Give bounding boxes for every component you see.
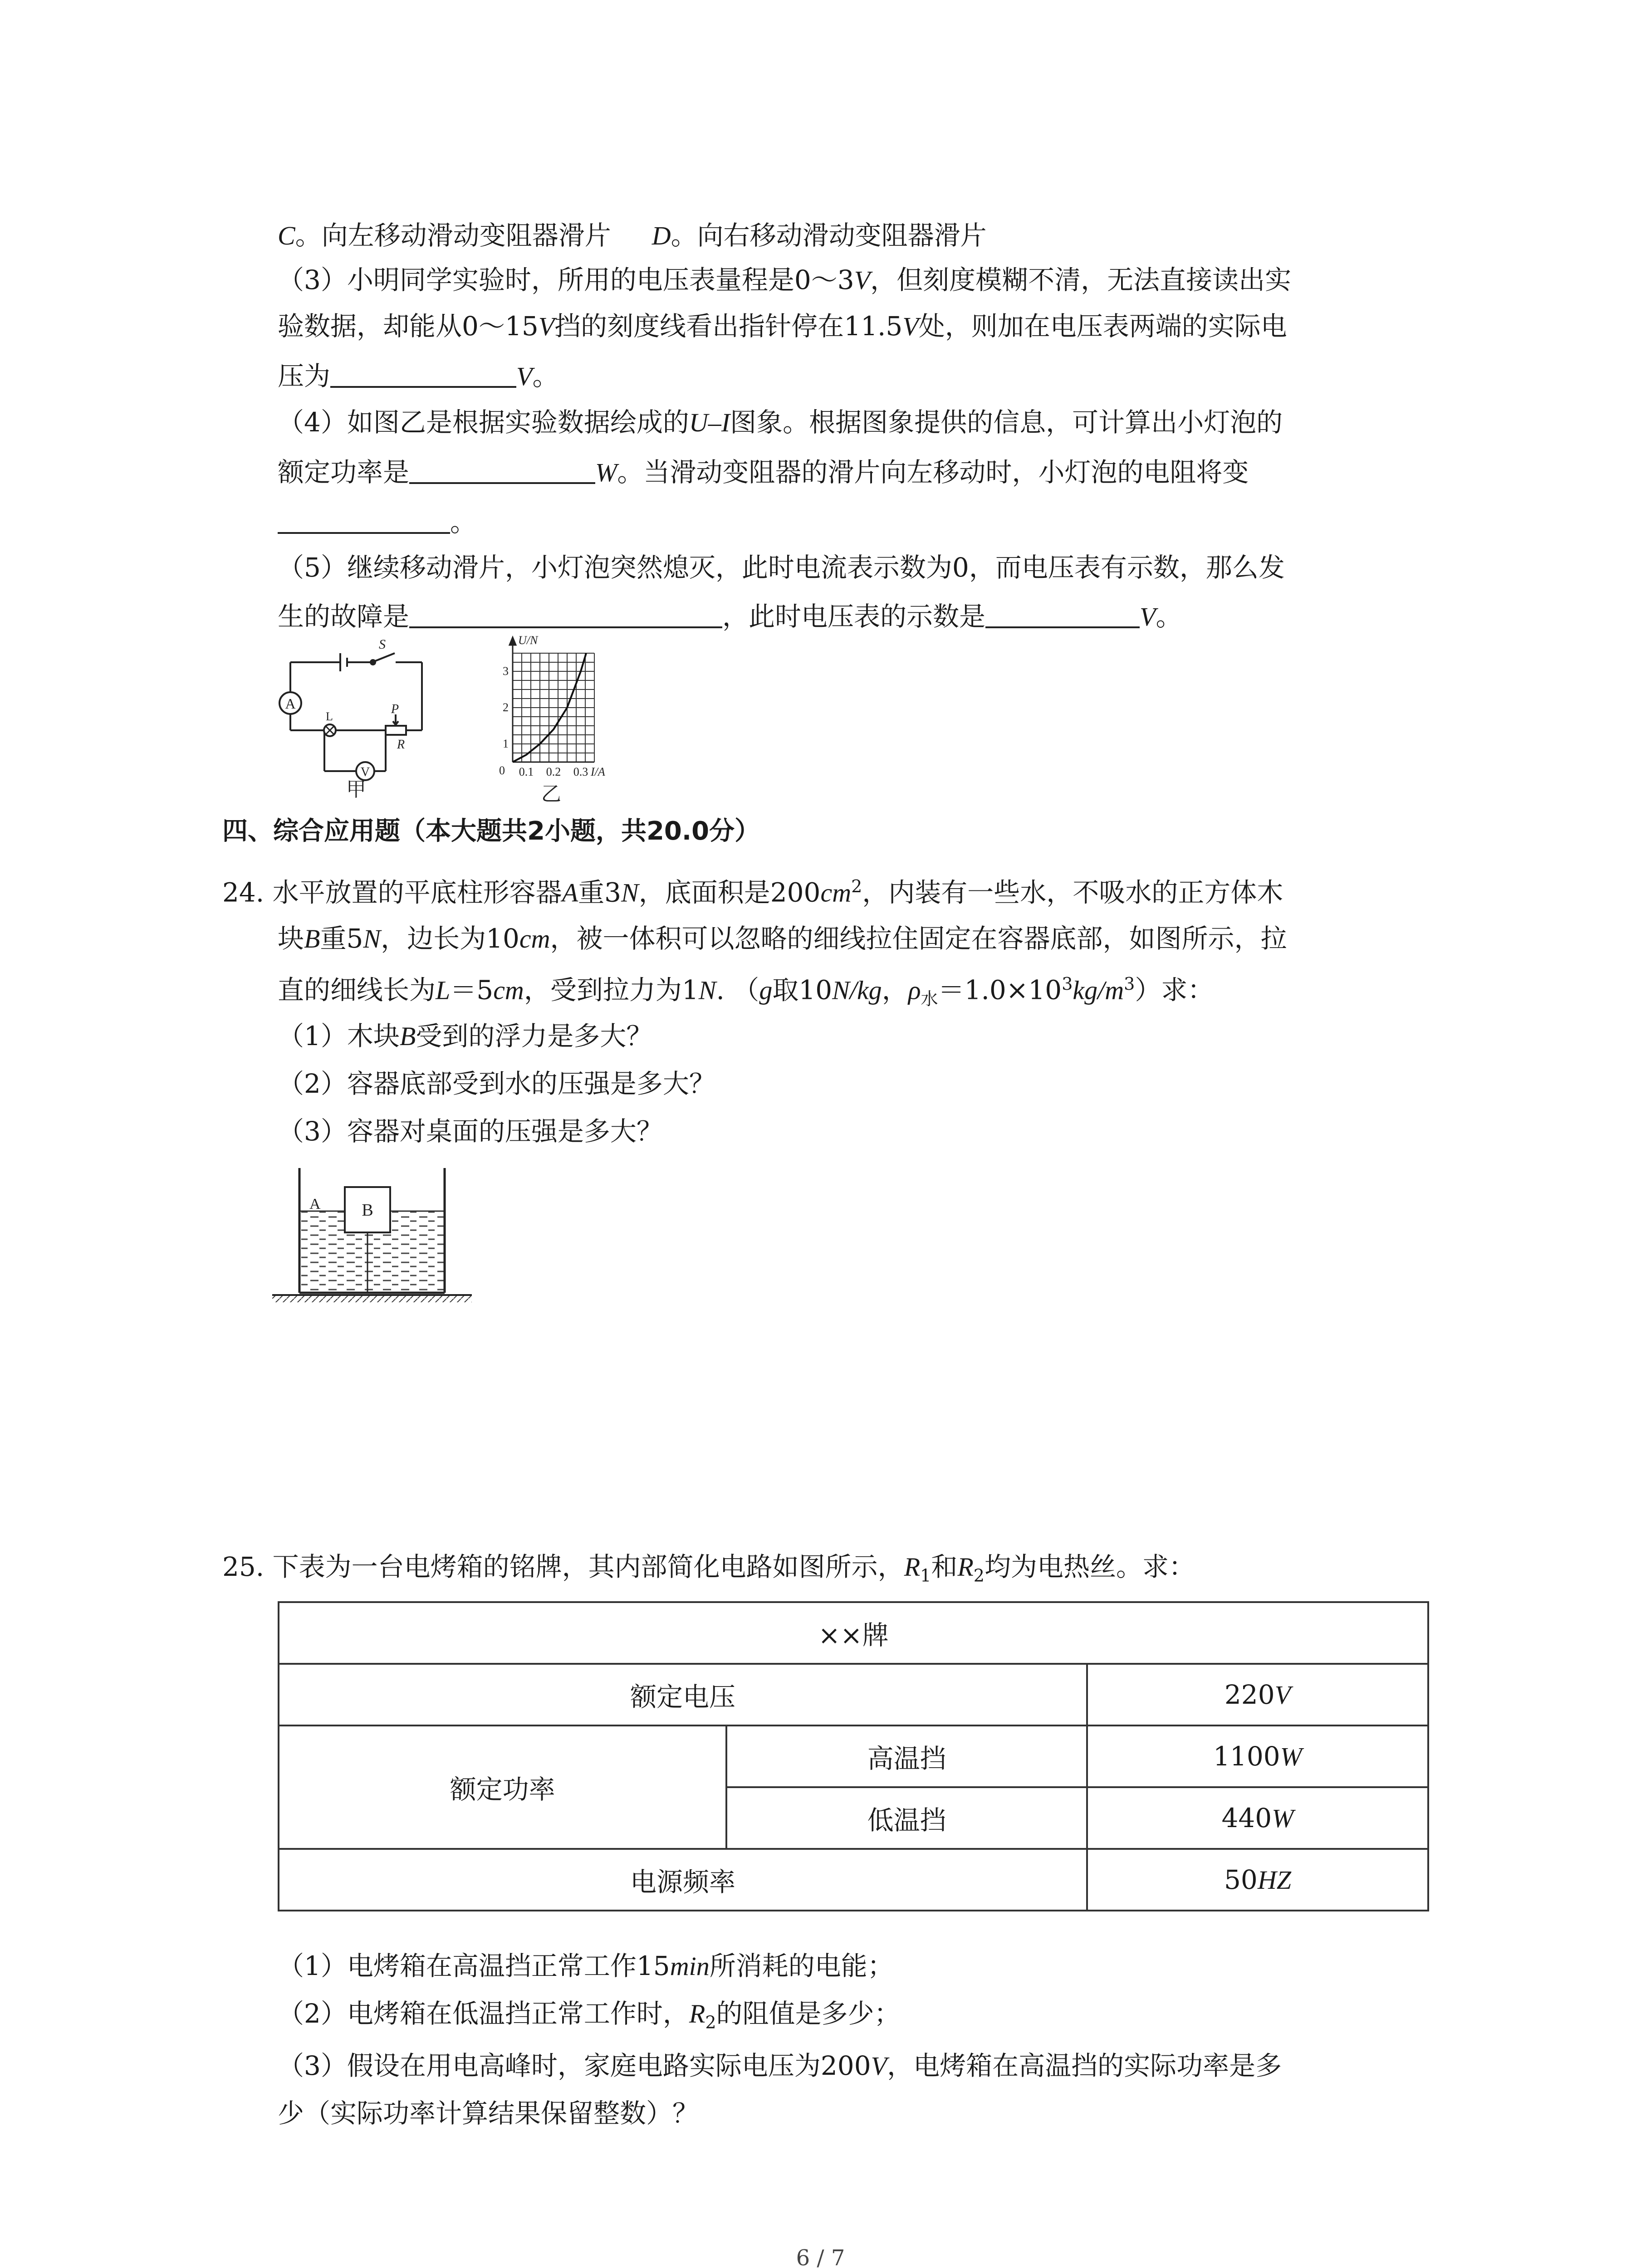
svg-text:V: V — [360, 765, 370, 779]
origin-label: 0 — [499, 764, 505, 777]
x-tick: 0.1 — [519, 765, 534, 778]
svg-text:P: P — [391, 702, 399, 716]
q23-part3-line3: 压为 V。 — [278, 361, 559, 391]
q24-sub2: （2）容器底部受到水的压强是多大？ — [278, 1068, 715, 1099]
table-cell-value: 50HZ — [1087, 1849, 1428, 1911]
circuit-caption: 甲 — [346, 778, 366, 801]
q25-sub2: （2）电烤箱在低温挡正常工作时，$R_2$的阻值是多少； — [278, 1998, 901, 2033]
block-label: B — [362, 1201, 373, 1220]
table-row — [279, 1602, 1428, 1664]
y-axis-label: U/N — [518, 634, 538, 647]
q25-sub3-line1: （3）假设在用电高峰时，家庭电路实际电压为200V，电烤箱在高温挡的实际功率是多 — [278, 2050, 1282, 2081]
table-cell-label: 额定功率 — [279, 1725, 726, 1849]
svg-text:L: L — [326, 710, 333, 723]
q23-part5-line1: （5）继续移动滑片，小灯泡突然熄灭，此时电流表示数为0，而电压表有示数，那么发 — [278, 552, 1285, 583]
table-cell-label: 电源频率 — [279, 1849, 1087, 1911]
voltmeter-icon — [356, 762, 374, 780]
ui-graph — [495, 635, 667, 803]
lamp-icon — [324, 724, 336, 736]
y-tick: 2 — [503, 701, 509, 714]
q25-sub3-line2: 少（实际功率计算结果保留整数）？ — [278, 2098, 699, 2129]
container-figure — [272, 1168, 481, 1322]
q23-part4-line1: （4）如图乙是根据实验数据绘成的U–I图象。根据图象提供的信息，可计算出小灯泡的 — [278, 407, 1283, 438]
table-cell-value: 1100W — [1087, 1725, 1428, 1787]
x-tick: 0.2 — [546, 765, 561, 778]
q24-sub3: （3）容器对桌面的压强是多大？ — [278, 1116, 663, 1147]
svg-text:R: R — [397, 738, 405, 752]
ammeter-icon — [279, 692, 301, 714]
q23-part3-line1: （3）小明同学实验时，所用的电压表量程是0～3V，但刻度模糊不清，无法直接读出实 — [278, 264, 1292, 295]
q25-sub1: （1）电烤箱在高温挡正常工作15min所消耗的电能； — [278, 1950, 894, 1981]
y-tick: 3 — [503, 665, 509, 678]
table-cell-brand: ××牌 — [279, 1602, 1428, 1664]
graph-caption: 乙 — [541, 783, 561, 805]
q24-line1: 24. 水平放置的平底柱形容器A重3N，底面积是$200cm^2$，内装有一些水，不吸水的正方体木 — [222, 876, 1283, 908]
table-row — [279, 1849, 1428, 1911]
q23-part4-line3: 。 — [278, 509, 476, 535]
section-title: 四、综合应用题（本大题共2小题，共20.0分） — [222, 816, 760, 846]
svg-text:S: S — [379, 637, 386, 652]
svg-text:A: A — [285, 695, 296, 712]
circuit-diagram — [272, 635, 440, 801]
nameplate-table — [278, 1601, 1429, 1911]
q23-part4-line2: 额定功率是 W。当滑动变阻器的滑片向左移动时，小灯泡的电阻将变 — [278, 457, 1249, 488]
y-tick: 1 — [503, 737, 509, 750]
x-tick: 0.3 — [573, 765, 588, 778]
answer-blank[interactable] — [409, 626, 722, 628]
answer-blank[interactable] — [278, 532, 450, 534]
answer-blank[interactable] — [985, 626, 1140, 628]
table-row — [279, 1664, 1428, 1725]
table-cell-label: 低温挡 — [726, 1787, 1087, 1849]
table-cell-value: 440W — [1087, 1787, 1428, 1849]
q23-part5-line2: 生的故障是 ，此时电压表的示数是 V。 — [278, 601, 1182, 632]
x-axis-label: I/A — [591, 765, 605, 778]
q24-line2: 块B重5N，边长为10cm，被一体积可以忽略的细线拉住固定在容器底部，如图所示，拉 — [278, 923, 1287, 954]
answer-blank[interactable] — [409, 482, 595, 484]
table-cell-label: 额定电压 — [279, 1664, 1087, 1725]
q23-part3-line2: 验数据，却能从0～15V挡的刻度线看出指针停在11.5V处，则加在电压表两端的实际电 — [278, 311, 1287, 342]
table-cell-label: 高温挡 — [726, 1725, 1087, 1787]
q24-sub1: （1）木块B受到的浮力是多大？ — [278, 1021, 653, 1051]
page-number: 6 / 7 — [796, 2245, 845, 2268]
table-cell-value: 220V — [1087, 1664, 1428, 1725]
table-row — [279, 1725, 1428, 1787]
q25-line1: 25. 下表为一台电烤箱的铭牌，其内部简化电路如图所示，$R_1$和$R_2$均为电热丝。求： — [222, 1551, 1195, 1586]
answer-blank[interactable] — [330, 386, 516, 388]
q24-line3: 直的细线长为L＝5cm，受到拉力为1N. （g取10N/kg，$\rho_水=1.0\times 10^3kg/m^3$）求： — [278, 974, 1214, 1009]
q23-options-cd: C。向左移动滑动变阻器滑片 D。向右移动滑动变阻器滑片 — [278, 220, 987, 251]
container-label: A — [309, 1196, 321, 1212]
